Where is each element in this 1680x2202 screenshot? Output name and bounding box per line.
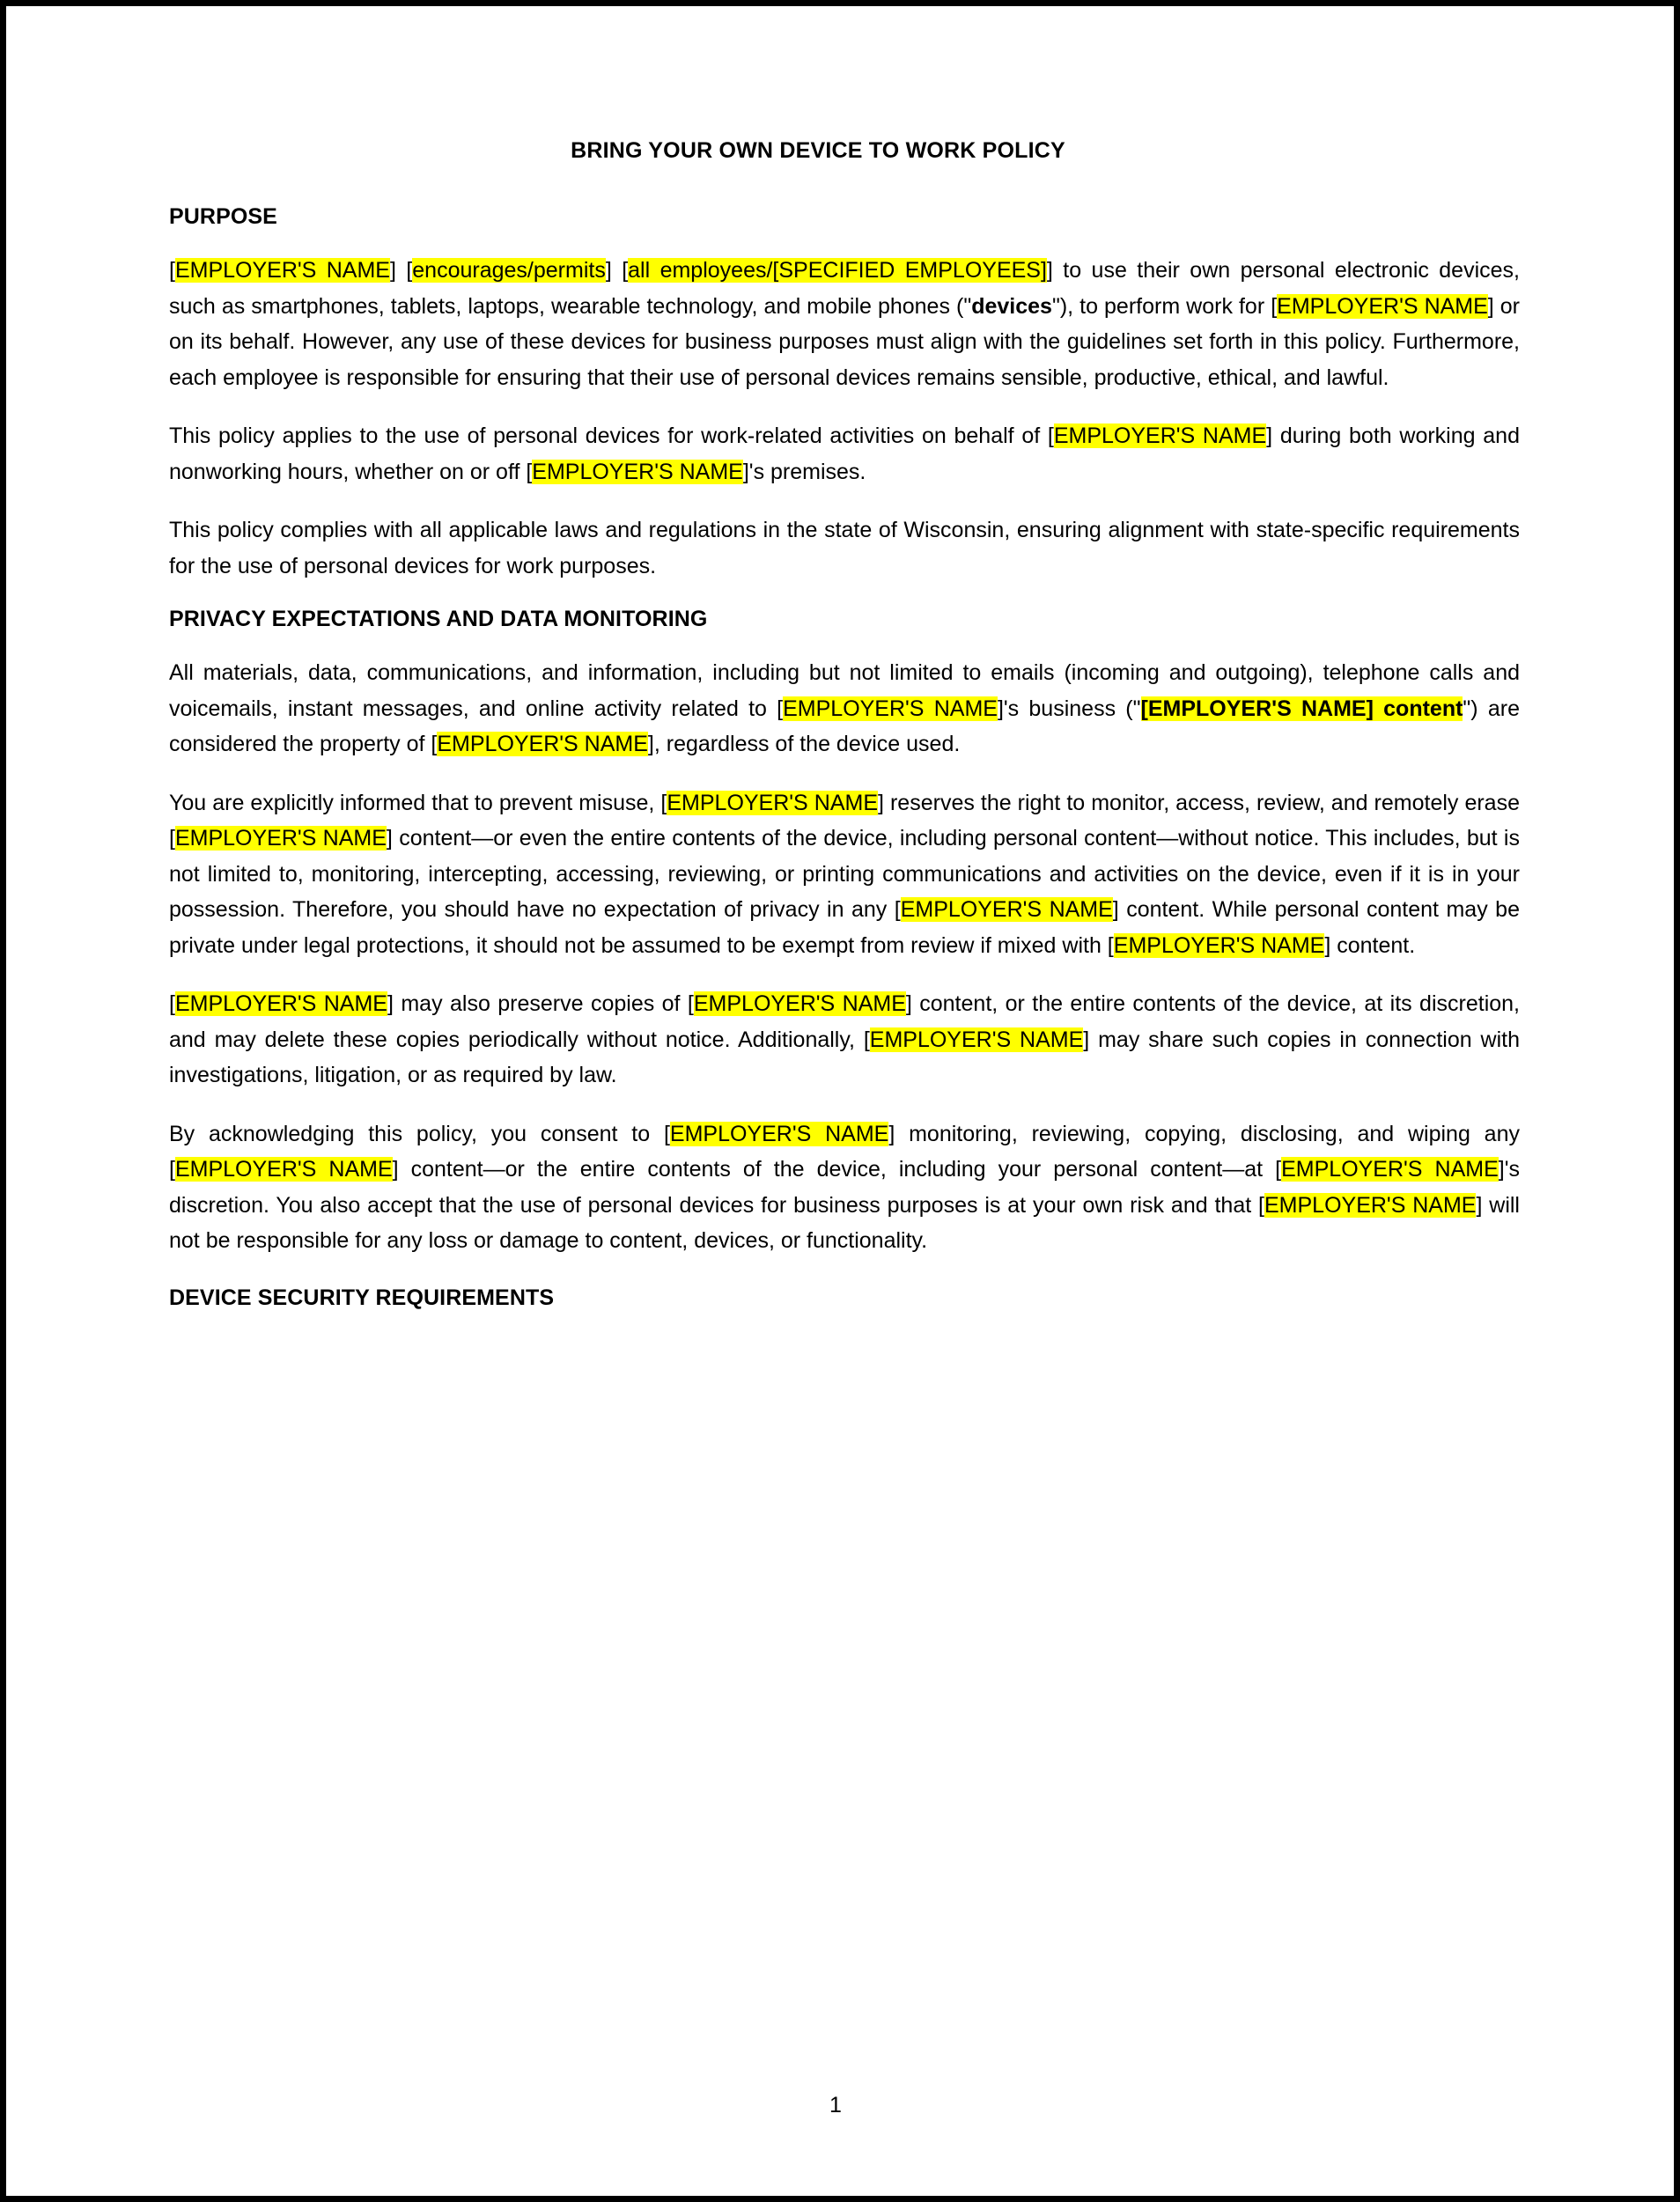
- placeholder-employer-name: EMPLOYER'S NAME: [532, 459, 743, 484]
- text-fragment: ]'s discretion. You also accept that the use of personal devices for business purposes is at your own risk and that [: [169, 1157, 1520, 1218]
- text-fragment: All materials, data, communications, and information, including but not limited to emails (incoming and outgoing), telephone calls and voicemails, instant messages, and online activity related to [: [169, 660, 1520, 721]
- placeholder-employer-name: EMPLOYER'S NAME: [869, 1027, 1084, 1052]
- text-fragment: ] may also preserve copies of [: [387, 991, 694, 1016]
- placeholder-employer-name: EMPLOYER'S NAME: [693, 991, 906, 1016]
- text-fragment: ] content—or even the entire contents of the device, including personal content—without notice. This includes, but is not limited to, monitoring, intercepting, accessing, reviewing, or printing communications and activities on the device, even if it is in your possession. Therefore, you should have no expectation of privacy in any [: [169, 826, 1520, 922]
- text-fragment: ] during both working and nonworking hours, whether on or off [: [169, 423, 1520, 484]
- text-fragment: ] will not be responsible for any loss or damage to content, devices, or functionality.: [169, 1192, 1520, 1253]
- placeholder-employer-name: EMPLOYER'S NAME: [174, 258, 390, 283]
- text-fragment: "), to perform work for [: [1051, 293, 1278, 319]
- text-fragment: ] content. While personal content may be private under legal protections, it should not be assumed to be exempt from review if mixed with [: [169, 897, 1520, 958]
- placeholder-employer-name: EMPLOYER'S NAME: [1277, 293, 1488, 319]
- text-fragment: ] may share such copies in connection with investigations, litigation, or as required by law.: [169, 1027, 1520, 1087]
- text-fragment: ] content, or the entire contents of the device, at its discretion, and may delete these copies periodically without notice. Additionally, [: [169, 991, 1520, 1052]
- text-fragment: ] content—or the entire contents of the device, including your personal content—at [: [392, 1157, 1282, 1182]
- section-heading-privacy: PRIVACY EXPECTATIONS AND DATA MONITORING: [169, 607, 708, 631]
- text-fragment: ] content.: [1324, 932, 1416, 958]
- placeholder-encourages-permits: encourages/permits: [412, 258, 606, 283]
- placeholder-employer-name: EMPLOYER'S NAME: [667, 790, 878, 815]
- placeholder-employer-name: EMPLOYER'S NAME: [900, 897, 1113, 922]
- page-number: 1: [829, 2093, 842, 2117]
- text-fragment: [: [169, 991, 175, 1016]
- page-title: BRING YOUR OWN DEVICE TO WORK POLICY: [571, 138, 1065, 163]
- paragraph-privacy-4: [169, 1116, 1520, 1259]
- paragraph-purpose-2: [169, 418, 1520, 490]
- paragraph-privacy-1: [169, 655, 1520, 762]
- bold-term-devices: devices: [971, 293, 1052, 319]
- placeholder-employer-name: EMPLOYER'S NAME: [1053, 423, 1267, 448]
- placeholder-employer-name: EMPLOYER'S NAME: [174, 991, 387, 1016]
- page-content: [6, 6, 1674, 2196]
- paragraph-privacy-2: [169, 785, 1520, 964]
- text-fragment: ] reserves the right to monitor, access, review, and remotely erase [: [169, 790, 1520, 851]
- text-fragment: ] [: [605, 258, 629, 283]
- text-fragment: You are explicitly informed that to prevent misuse, [: [169, 790, 667, 815]
- placeholder-employer-name: EMPLOYER'S NAME: [1113, 932, 1325, 958]
- placeholder-employer-name: EMPLOYER'S NAME: [1281, 1157, 1499, 1182]
- placeholder-employer-name: EMPLOYER'S NAME: [1264, 1192, 1477, 1218]
- paragraph-purpose-1: [169, 253, 1520, 395]
- placeholder-employer-name-content: [EMPLOYER'S NAME] content: [1140, 696, 1463, 721]
- text-fragment: ], regardless of the device used.: [647, 732, 961, 756]
- text-fragment: ] monitoring, reviewing, copying, disclosing, and wiping any [: [169, 1121, 1520, 1182]
- placeholder-employer-name: EMPLOYER'S NAME: [174, 826, 387, 851]
- section-heading-device-security: DEVICE SECURITY REQUIREMENTS: [169, 1285, 555, 1310]
- text-fragment: ") are considered the property of [: [169, 696, 1520, 756]
- text-fragment: ] [: [389, 258, 413, 283]
- placeholder-specified-employees: all employees/[SPECIFIED EMPLOYEES]: [628, 258, 1047, 283]
- text-fragment: By acknowledging this policy, you consent to [: [169, 1121, 670, 1146]
- paragraph-purpose-3: This policy complies with all applicable laws and regulations in the state of Wisconsin, ensuring alignment with state-specific requirements for the use of personal devices for work purposes.: [169, 518, 1520, 578]
- placeholder-employer-name: EMPLOYER'S NAME: [174, 1157, 393, 1182]
- placeholder-employer-name: EMPLOYER'S NAME: [669, 1121, 889, 1146]
- text-fragment: ]'s business (": [997, 696, 1141, 721]
- section-heading-purpose: PURPOSE: [169, 204, 277, 229]
- text-fragment: ] or on its behalf. However, any use of these devices for business purposes must align with the guidelines set forth in this policy. Furthermore, each employee is responsible for ensuring that their use of personal devices remains sensible, productive, ethical, and lawful.: [169, 293, 1521, 390]
- placeholder-employer-name: EMPLOYER'S NAME: [783, 696, 998, 721]
- paragraph-privacy-3: [169, 986, 1520, 1094]
- placeholder-employer-name: EMPLOYER'S NAME: [437, 732, 648, 756]
- text-fragment: ] to use their own personal electronic devices, such as smartphones, tablets, laptops, wearable technology, and mobile phones (": [169, 258, 1520, 319]
- text-fragment: ]'s premises.: [742, 459, 866, 484]
- text-fragment: [: [169, 258, 175, 283]
- text-fragment: This policy applies to the use of personal devices for work-related activities on behalf of [: [169, 423, 1054, 448]
